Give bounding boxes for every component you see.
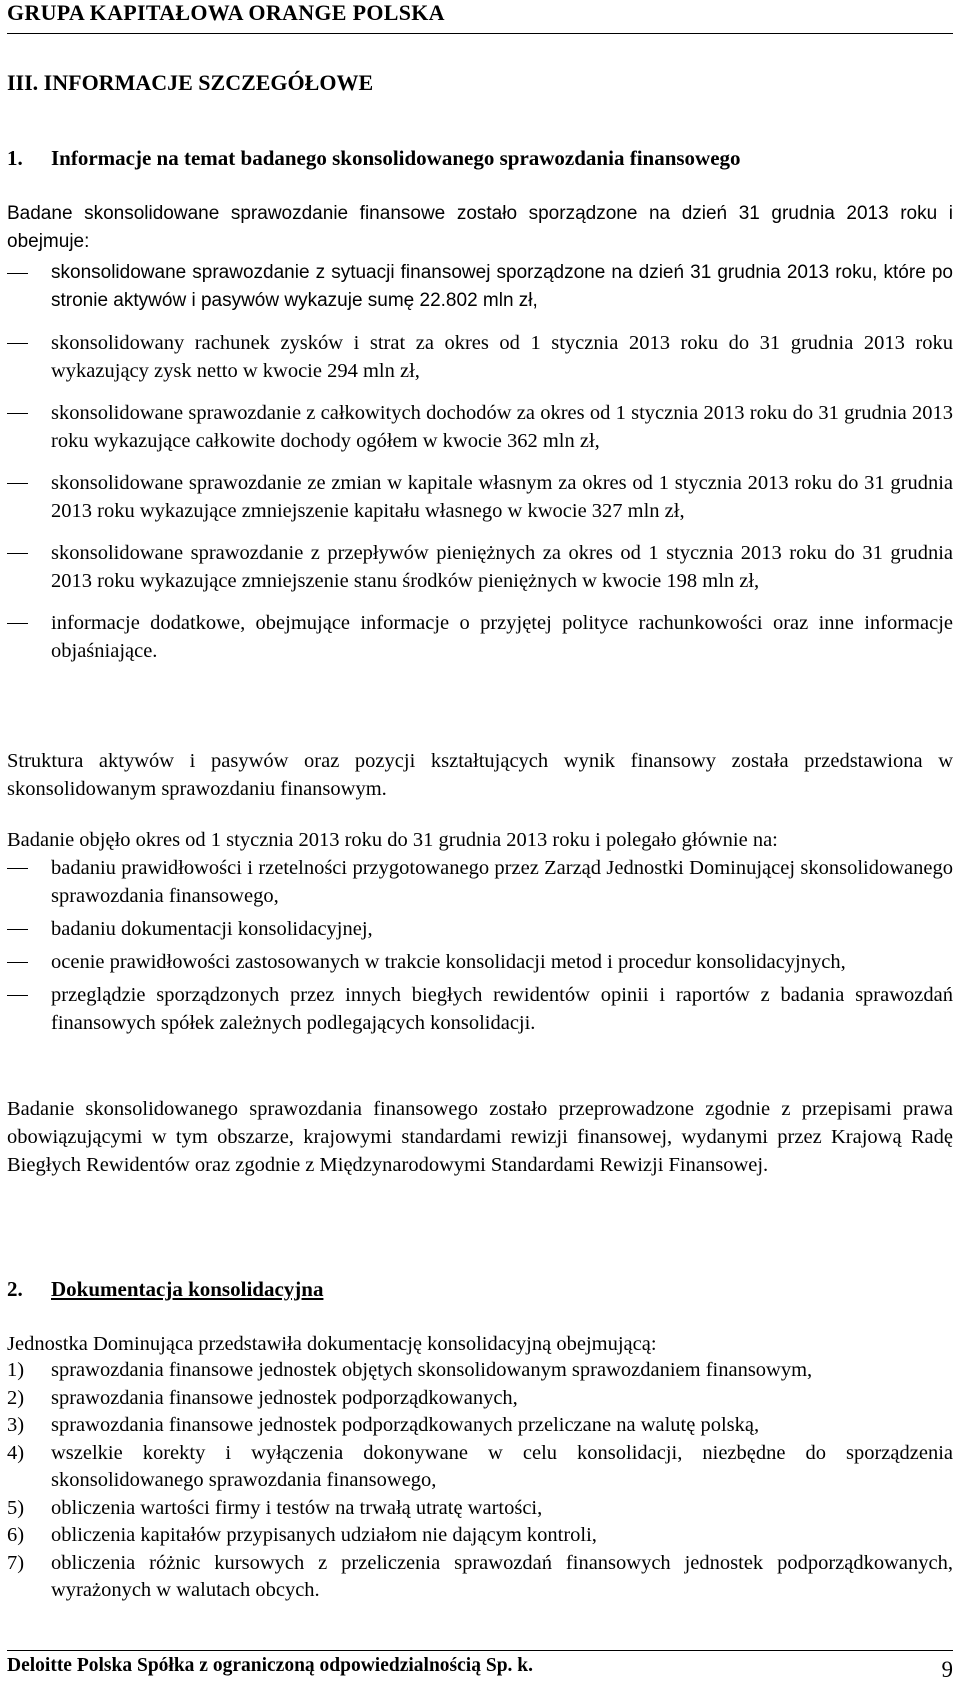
dash-bullet [7,343,28,344]
page-footer [7,1650,953,1682]
subsection-1-number: 1. [7,146,23,170]
subsection-2-text: Dokumentacja konsolidacyjna [51,1277,324,1301]
subsection-2-title [7,1277,323,1302]
dash-bullet [7,273,28,274]
list-item: przeglądzie sporządzonych przez innych biegłych rewidentów opinii i raportów z badania sprawozdań finansowych spółek zależnych podlegających konsolidacji. [7,981,953,1037]
section-title: III. INFORMACJE SZCZEGÓŁOWE [7,70,374,95]
page-header [7,0,953,34]
dash-bullet [7,929,28,930]
list-item: skonsolidowane sprawozdanie z sytuacji finansowej sporządzone na dzień 31 grudnia 2013 roku, które po stronie aktywów i pasywów wykazuje sumę 22.802 mln zł, [7,259,953,315]
footer-company: Deloitte Polska Spółka z ograniczoną odpowiedzialnością Sp. k. [7,1655,534,1676]
dash-bullet [7,413,28,414]
numbered-item: 5) obliczenia wartości firmy i testów na trwałą utratę wartości, [7,1496,543,1519]
dash-bullet [7,995,28,996]
list-item: informacje dodatkowe, obejmujące informacje o przyjętej polityce rachunkowości oraz inne informacje objaśniające. [7,609,953,665]
structure-paragraph: Struktura aktywów i pasywów oraz pozycji kształtujących wynik finansowy została przedstawiona w skonsolidowanym sprawozdaniu finansowym. [7,750,953,800]
list-item: skonsolidowany rachunek zysków i strat za okres od 1 stycznia 2013 roku do 31 grudnia 2013 roku wykazujący zysk netto w kwocie 294 mln zł, [7,329,953,385]
dash-bullet [7,483,28,484]
documentation-intro: Jednostka Dominująca przedstawiła dokumentację konsolidacyjną obejmującą: [7,1333,657,1355]
audit-scope-intro: Badanie objęło okres od 1 stycznia 2013 roku do 31 grudnia 2013 roku i polegało głównie na: [7,829,778,851]
dash-bullet [7,553,28,554]
subsection-1-text: Informacje na temat badanego skonsolidowanego sprawozdania finansowego [51,146,741,170]
audit-standards-paragraph: Badanie skonsolidowanego sprawozdania finansowego zostało przeprowadzone zgodnie z przepisami prawa obowiązującymi w tym obszarze, krajowymi standardami rewizji finansowej, wydanymi przez Krajową Radę Biegłych Rewidentów oraz zgodnie z Międzynarodowymi Standardami Rewizji Finansowej. [7,1098,953,1176]
list-item: skonsolidowane sprawozdanie z całkowitych dochodów za okres od 1 stycznia 2013 roku do 31 grudnia 2013 roku wykazujące całkowite dochody ogółem w kwocie 362 mln zł, [7,399,953,455]
list-item: ocenie prawidłowości zastosowanych w trakcie konsolidacji metod i procedur konsolidacyjnych, [7,948,953,976]
numbered-item: 2) sprawozdania finansowe jednostek podporządkowanych, [7,1386,518,1409]
numbered-item: 6) obliczenia kapitałów przypisanych udziałom nie dającym kontroli, [7,1524,597,1546]
numbered-item: 7) obliczenia różnic kursowych z przeliczenia sprawozdań finansowych jednostek podporządkowanych, wyrażonych w walutach obcych. [7,1551,953,1601]
dash-bullet [7,962,28,963]
list-item: badaniu dokumentacji konsolidacyjnej, [7,915,953,943]
dash-bullet [7,868,28,869]
numbered-item: 4) wszelkie korekty i wyłączenia dokonywane w celu konsolidacji, niezbędne do sporządzenia skonsolidowanego sprawozdania finansowego, [7,1441,953,1491]
list-item: badaniu prawidłowości i rzetelności przygotowanego przez Zarząd Jednostki Dominującej skonsolidowanego sprawozdania finansowego, [7,854,953,910]
numbered-item: 1) sprawozdania finansowe jednostek objętych skonsolidowanym sprawozdaniem finansowym, [7,1359,813,1381]
dash-bullet [7,623,28,624]
audit-scope-list [7,854,953,1037]
intro-paragraph: Badane skonsolidowane sprawozdanie finansowe zostało sporządzone na dzień 31 grudnia 2013 roku i obejmuje: [7,203,953,252]
numbered-item: 3) sprawozdania finansowe jednostek podporządkowanych przeliczane na walutę polską, [7,1414,760,1436]
list-item: skonsolidowane sprawozdanie z przepływów pieniężnych za okres od 1 stycznia 2013 roku do 31 grudnia 2013 roku wykazujące zmniejszenie stanu środków pieniężnych w kwocie 198 mln zł, [7,539,953,595]
statement-list [7,259,953,665]
list-item: skonsolidowane sprawozdanie ze zmian w kapitale własnym za okres od 1 stycznia 2013 roku do 31 grudnia 2013 roku wykazujące zmniejszenie kapitału własnego w kwocie 327 mln zł, [7,469,953,525]
subsection-2-number: 2. [7,1277,23,1301]
subsection-1-title [7,146,741,171]
header-title: GRUPA KAPITAŁOWA ORANGE POLSKA [7,0,445,25]
page-number: 9 [941,1657,953,1682]
documentation-list [7,1357,953,1605]
